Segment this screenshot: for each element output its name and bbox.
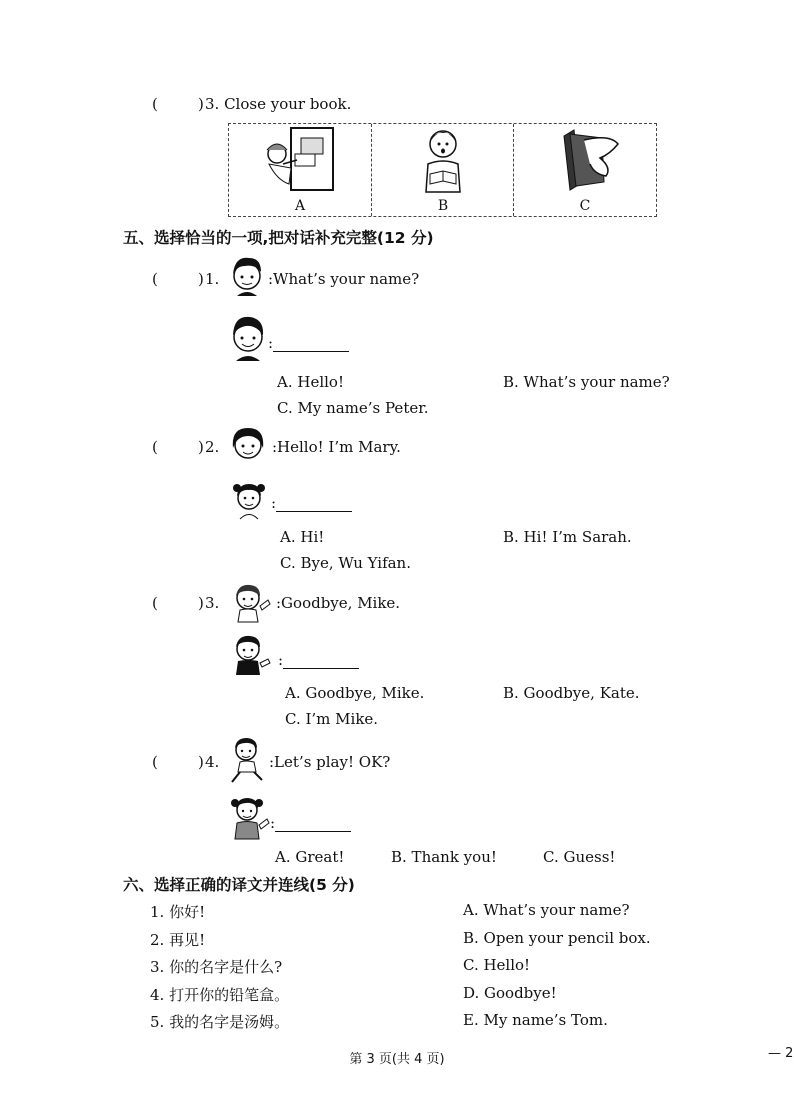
answer-paren-open: (	[152, 438, 158, 456]
dialogue-prompt: :Let’s play! OK?	[269, 753, 391, 771]
english-item: E. My name’s Tom.	[463, 1011, 608, 1029]
answer-paren-close: )	[198, 270, 204, 288]
boy-avatar-icon	[227, 252, 267, 298]
picture-option-b	[371, 124, 514, 216]
question-text: 3. Close your book.	[205, 95, 352, 113]
page-edge-number: — 2	[768, 1046, 794, 1061]
option-c: C. I’m Mike.	[285, 710, 379, 728]
answer-colon: :	[270, 814, 276, 832]
option-a: A. Hello!	[277, 373, 344, 391]
option-a: A. Hi!	[280, 528, 325, 546]
answer-blank	[275, 817, 351, 832]
english-item: D. Goodbye!	[463, 984, 557, 1002]
girl-avatar-icon	[228, 476, 270, 520]
question-number: 4.	[205, 753, 220, 771]
option-b: B. Thank you!	[391, 848, 497, 866]
option-label-c: C	[579, 198, 591, 214]
option-c: C. Bye, Wu Yifan.	[280, 554, 411, 572]
answer-blank	[283, 654, 359, 669]
answer-line	[270, 814, 351, 832]
door-open-picture	[229, 124, 371, 200]
answer-blank	[276, 497, 352, 512]
girl-avatar-icon	[227, 795, 271, 841]
dialogue-prompt: :What’s your name?	[268, 270, 420, 288]
picture-options-box	[228, 123, 657, 217]
picture-option-c	[513, 124, 656, 216]
answer-paren-open: (	[152, 95, 158, 113]
question-number: 3.	[205, 594, 220, 612]
option-b: B. Goodbye, Kate.	[503, 684, 640, 702]
answer-paren-open: (	[152, 753, 158, 771]
picture-option-a	[229, 124, 371, 216]
chinese-item: 1. 你好!	[150, 903, 206, 921]
page-number: 第 3 页(共 4 页)	[349, 1052, 445, 1067]
answer-line	[268, 334, 349, 352]
girl-avatar-icon	[228, 580, 274, 624]
section-five-title: 五、选择恰当的一项,把对话补充完整(12 分)	[123, 229, 434, 247]
section-six-title: 六、选择正确的译文并连线(5 分)	[123, 876, 355, 894]
answer-blank	[273, 337, 349, 352]
english-item: A. What’s your name?	[463, 901, 630, 919]
answer-paren-open: (	[152, 594, 158, 612]
chinese-item: 3. 你的名字是什么?	[150, 958, 283, 976]
answer-paren-close: )	[198, 95, 204, 113]
question-number: 1.	[205, 270, 220, 288]
answer-paren-close: )	[198, 594, 204, 612]
dialogue-prompt: :Goodbye, Mike.	[276, 594, 401, 612]
closing-book-picture	[514, 124, 656, 200]
dialogue-prompt: :Hello! I’m Mary.	[272, 438, 401, 456]
option-a: A. Great!	[275, 848, 345, 866]
option-c: C. Guess!	[543, 848, 616, 866]
answer-colon: :	[278, 651, 284, 669]
boy-running-avatar-icon	[226, 736, 268, 786]
question-number: 2.	[205, 438, 220, 456]
answer-line	[278, 651, 359, 669]
option-label-a: A	[294, 198, 306, 214]
chinese-item: 4. 打开你的铅笔盒。	[150, 986, 290, 1004]
answer-paren-close: )	[198, 753, 204, 771]
option-label-b: B	[437, 198, 449, 214]
option-a: A. Goodbye, Mike.	[285, 684, 425, 702]
girl-avatar-icon	[227, 424, 269, 464]
chinese-item: 5. 我的名字是汤姆。	[150, 1013, 290, 1031]
english-item: B. Open your pencil box.	[463, 929, 651, 947]
english-item: C. Hello!	[463, 956, 531, 974]
boy-avatar-icon	[228, 313, 268, 363]
boy-avatar-icon	[228, 633, 274, 677]
option-b: B. What’s your name?	[503, 373, 670, 391]
chinese-item: 2. 再见!	[150, 931, 206, 949]
option-b: B. Hi! I’m Sarah.	[503, 528, 632, 546]
answer-paren-open: (	[152, 270, 158, 288]
answer-colon: :	[268, 334, 274, 352]
girl-reading-picture	[372, 124, 514, 200]
answer-line	[271, 494, 352, 512]
answer-paren-close: )	[198, 438, 204, 456]
option-c: C. My name’s Peter.	[277, 399, 429, 417]
answer-colon: :	[271, 494, 277, 512]
